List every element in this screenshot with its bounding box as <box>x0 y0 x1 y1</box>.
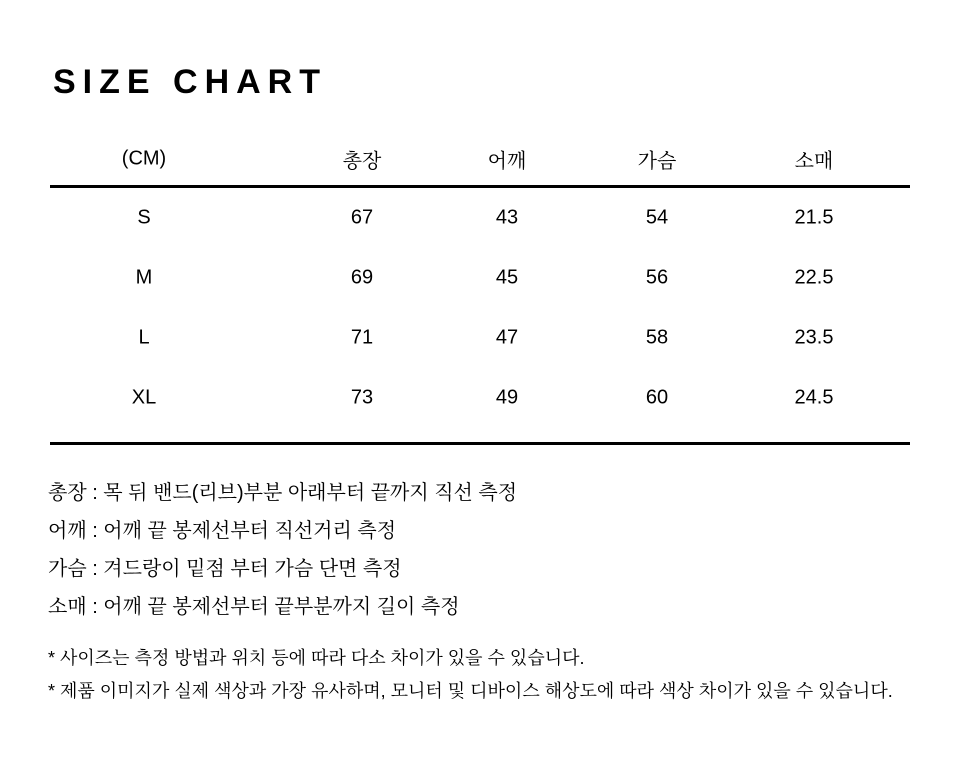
cell-value: 45 <box>495 266 519 289</box>
cell-value: 22.5 <box>794 266 834 289</box>
unit-label: (CM) <box>121 147 167 169</box>
table-row-l <box>50 308 910 368</box>
cell-value: 71 <box>350 326 374 349</box>
cell-value: 58 <box>645 326 669 349</box>
column-header-chest: 가슴 <box>637 150 677 172</box>
disclaimer-color: * 제품 이미지가 실제 색상과 가장 유사하며, 모니터 및 디바이스 해상도에 따라 색상 차이가 있을 수 있습니다. <box>48 681 893 701</box>
cell-value: 24.5 <box>794 386 834 409</box>
column-header-shoulder: 어깨 <box>487 150 527 172</box>
cell-value: 49 <box>495 386 519 409</box>
table-row-xl <box>50 368 910 428</box>
cell-value: 56 <box>645 266 669 289</box>
table-header-row <box>50 132 910 185</box>
size-label: S <box>137 206 151 229</box>
column-header-sleeve: 소매 <box>794 150 834 172</box>
notes-section <box>48 474 928 708</box>
page-title: SIZE CHART <box>53 62 327 101</box>
cell-value: 23.5 <box>794 326 834 349</box>
disclaimer-size: * 사이즈는 측정 방법과 위치 등에 따라 다소 차이가 있을 수 있습니다. <box>48 648 585 668</box>
cell-value: 67 <box>350 206 374 229</box>
cell-value: 21.5 <box>794 206 834 229</box>
cell-value: 54 <box>645 206 669 229</box>
measurement-note-chest: 가슴 : 겨드랑이 밑점 부터 가슴 단면 측정 <box>48 558 402 580</box>
cell-value: 43 <box>495 206 519 229</box>
size-table <box>50 132 910 445</box>
size-label: L <box>138 326 150 349</box>
column-header-length: 총장 <box>342 150 382 172</box>
cell-value: 47 <box>495 326 519 349</box>
table-bottom-rule <box>50 442 910 445</box>
cell-value: 60 <box>645 386 669 409</box>
cell-value: 73 <box>350 386 374 409</box>
table-row-s <box>50 188 910 248</box>
size-label: M <box>135 266 153 289</box>
cell-value: 69 <box>350 266 374 289</box>
table-spacer <box>50 428 910 442</box>
measurement-note-shoulder: 어깨 : 어깨 끝 봉제선부터 직선거리 측정 <box>48 520 397 542</box>
disclaimers-section <box>48 642 928 708</box>
size-label: XL <box>131 386 157 409</box>
table-row-m <box>50 248 910 308</box>
measurement-note-length: 총장 : 목 뒤 밴드(리브)부분 아래부터 끝까지 직선 측정 <box>48 482 518 504</box>
measurement-note-sleeve: 소매 : 어깨 끝 봉제선부터 끝부분까지 길이 측정 <box>48 596 460 618</box>
